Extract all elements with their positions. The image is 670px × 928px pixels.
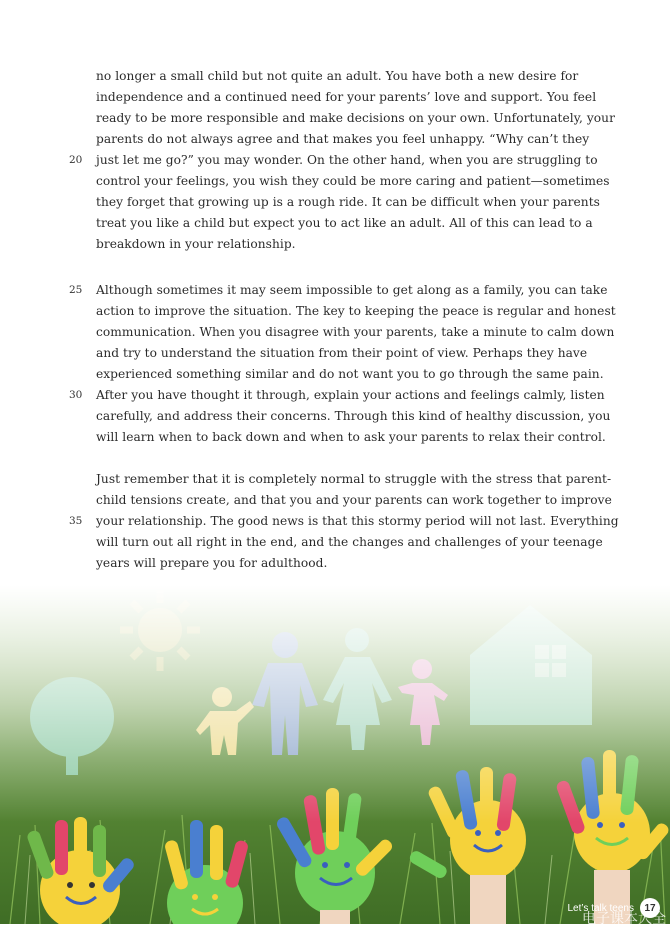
text-line: After you have thought it through, explain your actions and feelings calmly, listen: [96, 388, 605, 402]
line-number: 30: [69, 389, 83, 401]
text-line: carefully, and address their concerns. Through this kind of healthy discussion, you: [96, 409, 611, 423]
family-hands-illustration: [0, 585, 670, 924]
line-number: 20: [69, 154, 83, 166]
page-number-badge: 17: [640, 898, 660, 918]
text-line: independence and a continued need for your parents’ love and support. You feel: [96, 90, 597, 104]
illustration-svg: [0, 585, 670, 924]
text-line: they forget that growing up is a rough ride. It can be difficult when your parents: [96, 195, 600, 209]
text-line: Although sometimes it may seem impossible to get along as a family, you can take: [96, 283, 608, 297]
line-number: 25: [69, 284, 83, 296]
text-line: action to improve the situation. The key to keeping the peace is regular and honest: [96, 304, 616, 318]
text-line: and try to understand the situation from their point of view. Perhaps they have: [96, 346, 588, 360]
line-number: 35: [69, 515, 83, 527]
text-line: years will prepare you for adulthood.: [96, 556, 328, 570]
footer-series-label: Let’s talk teens: [567, 902, 634, 914]
text-line: no longer a small child but not quite an adult. You have both a new desire for: [96, 69, 579, 83]
text-line: control your feelings, you wish they could be more caring and patient—sometimes: [96, 174, 610, 188]
text-line: your relationship. The good news is that this stormy period will not last. Everything: [96, 514, 619, 528]
text-line: parents do not always agree and that makes you feel unhappy. “Why can’t they: [96, 132, 590, 146]
text-line: child tensions create, and that you and your parents can work together to improve: [96, 493, 612, 507]
watermark-text: 电子课本大全: [582, 911, 666, 927]
text-line: experienced something similar and do not want you to go through the same pain.: [96, 367, 604, 381]
text-line: will learn when to back down and when to ask your parents to relax their control.: [96, 430, 606, 444]
text-line: just let me go?” you may wonder. On the other hand, when you are struggling to: [96, 153, 598, 167]
text-line: Just remember that it is completely normal to struggle with the stress that parent-: [96, 472, 612, 486]
text-line: will turn out all right in the end, and the changes and challenges of your teenage: [96, 535, 603, 549]
text-line: treat you like a child but expect you to act like an adult. All of this can lead to a: [96, 216, 593, 230]
text-line: breakdown in your relationship.: [96, 237, 296, 251]
text-line: ready to be more responsible and make decisions on your own. Unfortunately, your: [96, 111, 615, 125]
text-line: communication. When you disagree with your parents, take a minute to calm down: [96, 325, 615, 339]
